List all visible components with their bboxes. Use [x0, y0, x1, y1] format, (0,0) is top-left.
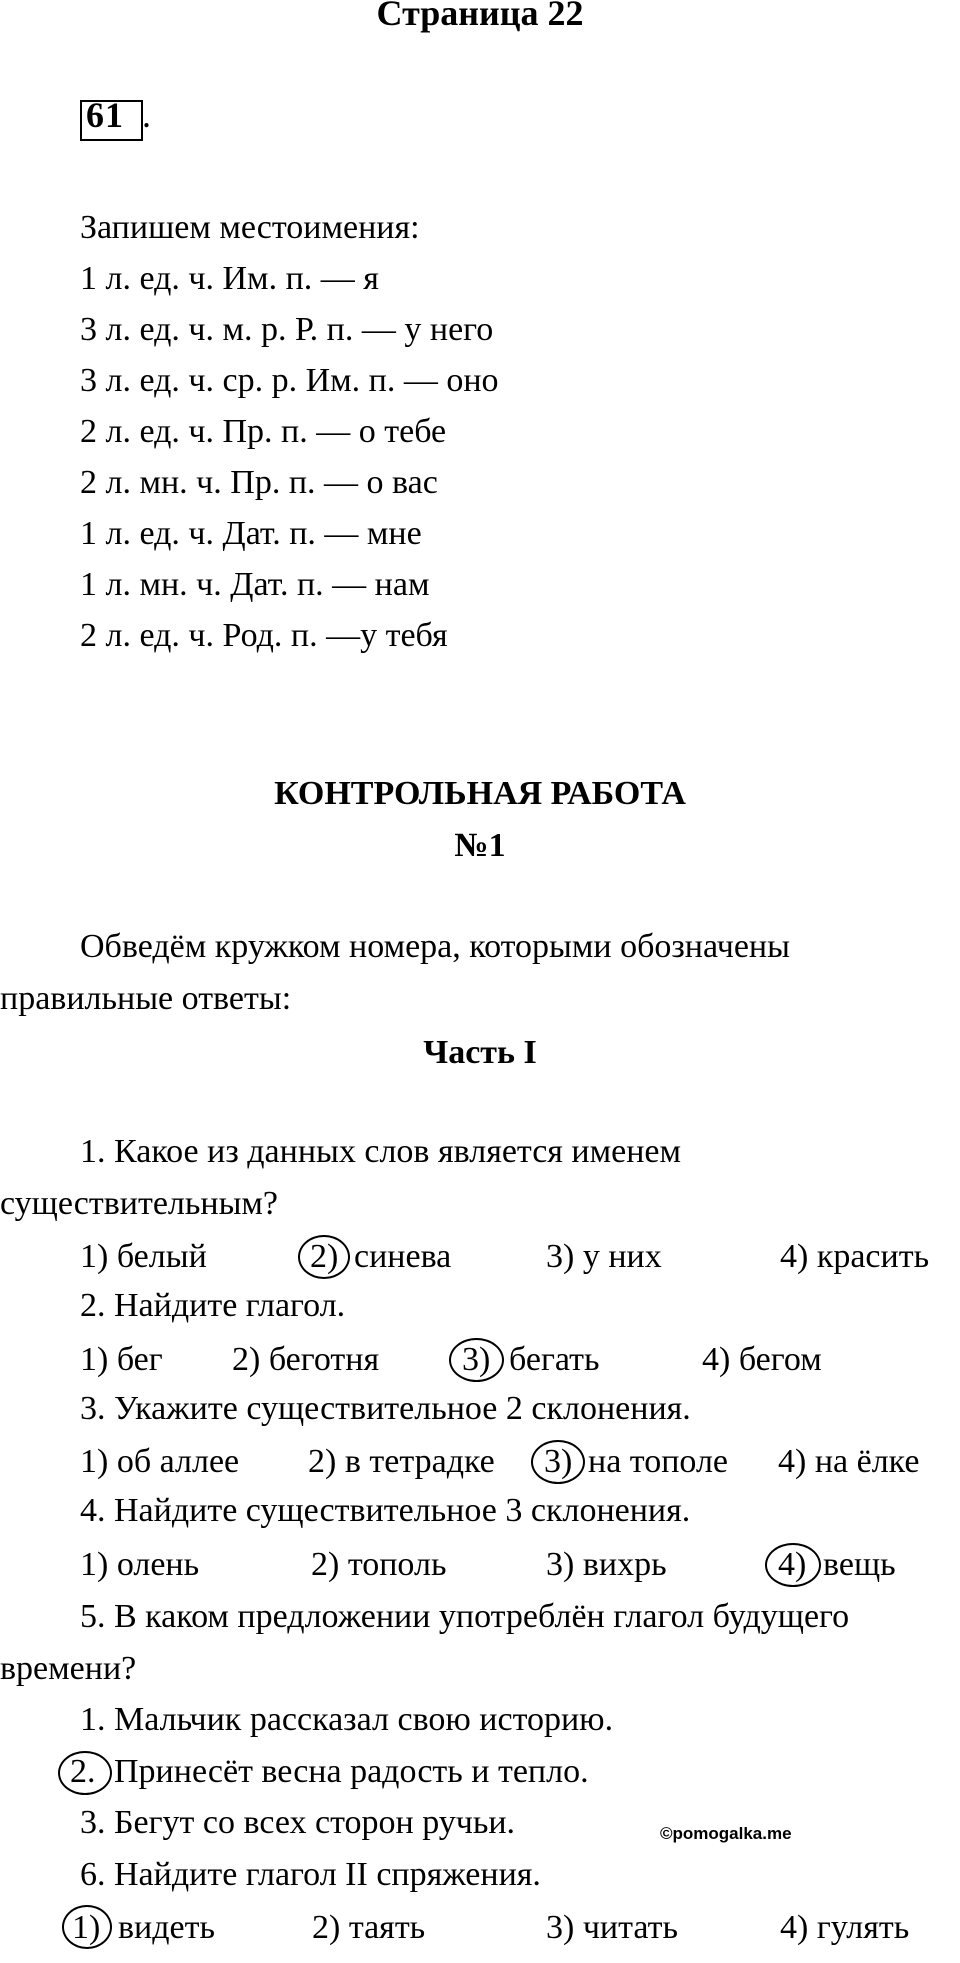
- q2-option-4: 4) бегом: [702, 1341, 822, 1378]
- instruction-line: правильные ответы:: [0, 980, 292, 1017]
- pronoun-line: 2 л. ед. ч. Пр. п. — о тебе: [80, 413, 447, 450]
- q1-option-1: 1) белый: [80, 1238, 207, 1275]
- q2-option-3-number: 3): [462, 1341, 491, 1378]
- q3-option-3-number: 3): [544, 1443, 573, 1480]
- pronoun-line: 1 л. ед. ч. Дат. п. — мне: [80, 515, 422, 552]
- test-heading: КОНТРОЛЬНАЯ РАБОТА: [274, 775, 686, 812]
- page-title: Страница 22: [376, 0, 584, 33]
- q5-answer-1: 1. Мальчик рассказал свою историю.: [80, 1701, 614, 1738]
- question-2: 2. Найдите глагол.: [80, 1287, 346, 1324]
- q3-option-2: 2) в тетрадке: [308, 1443, 495, 1480]
- q2-option-1: 1) бег: [80, 1341, 163, 1378]
- q3-option-3-text: на тополе: [588, 1443, 729, 1480]
- part-heading: Часть I: [423, 1034, 537, 1071]
- pronoun-line: 2 л. ед. ч. Род. п. —у тебя: [80, 617, 448, 654]
- q6-option-3: 3) читать: [546, 1909, 678, 1946]
- q6-option-4: 4) гулять: [780, 1909, 910, 1946]
- q6-option-2: 2) таять: [312, 1909, 426, 1946]
- q4-option-3: 3) вихрь: [546, 1546, 667, 1583]
- watermark: ©pomogalka.me: [660, 1824, 792, 1843]
- pronoun-line: 1 л. мн. ч. Дат. п. — нам: [80, 566, 430, 603]
- q4-option-4-text: вещь: [823, 1546, 896, 1583]
- q6-option-1-number: 1): [72, 1909, 101, 1946]
- exercise-number-dot: .: [142, 95, 151, 135]
- q5-answer-3: 3. Бегут со всех сторон ручьи.: [80, 1804, 516, 1841]
- q1-option-2-number: 2): [310, 1238, 339, 1275]
- q1-option-3: 3) у них: [546, 1238, 662, 1275]
- q4-option-2: 2) тополь: [311, 1546, 447, 1583]
- question-4: 4. Найдите существительное 3 склонения.: [80, 1492, 691, 1529]
- question-1-cont: существительным?: [0, 1185, 279, 1222]
- q4-option-4-number: 4): [778, 1546, 807, 1583]
- pronouns-intro: Запишем местоимения:: [80, 209, 420, 246]
- q1-option-2-text: синева: [354, 1238, 452, 1275]
- q1-option-4: 4) красить: [780, 1238, 930, 1275]
- question-3: 3. Укажите существительное 2 склонения.: [80, 1390, 691, 1427]
- q2-option-3-text: бегать: [509, 1341, 600, 1378]
- question-5-cont: времени?: [0, 1650, 137, 1687]
- pronoun-line: 1 л. ед. ч. Им. п. — я: [80, 260, 379, 297]
- q4-option-1: 1) олень: [80, 1546, 200, 1583]
- question-6: 6. Найдите глагол II спряжения.: [80, 1856, 541, 1893]
- test-number: №1: [454, 827, 506, 864]
- instruction-line: Обведём кружком номера, которыми обозначены: [80, 928, 790, 965]
- q2-option-2: 2) беготня: [232, 1341, 380, 1378]
- q5-answer-2-text: Принесёт весна радость и тепло.: [114, 1753, 589, 1790]
- q6-option-1-text: видеть: [118, 1909, 216, 1946]
- pronoun-line: 2 л. мн. ч. Пр. п. — о вас: [80, 464, 438, 501]
- q5-answer-2-number: 2.: [70, 1753, 96, 1790]
- q3-option-4: 4) на ёлке: [778, 1443, 920, 1480]
- pronoun-line: 3 л. ед. ч. м. р. Р. п. — у него: [80, 311, 494, 348]
- q3-option-1: 1) об аллее: [80, 1443, 240, 1480]
- question-1: 1. Какое из данных слов является именем: [80, 1133, 682, 1170]
- question-5: 5. В каком предложении употреблён глагол будущего: [80, 1598, 850, 1635]
- exercise-number: 61: [86, 95, 124, 135]
- pronoun-line: 3 л. ед. ч. ср. р. Им. п. — оно: [80, 362, 499, 399]
